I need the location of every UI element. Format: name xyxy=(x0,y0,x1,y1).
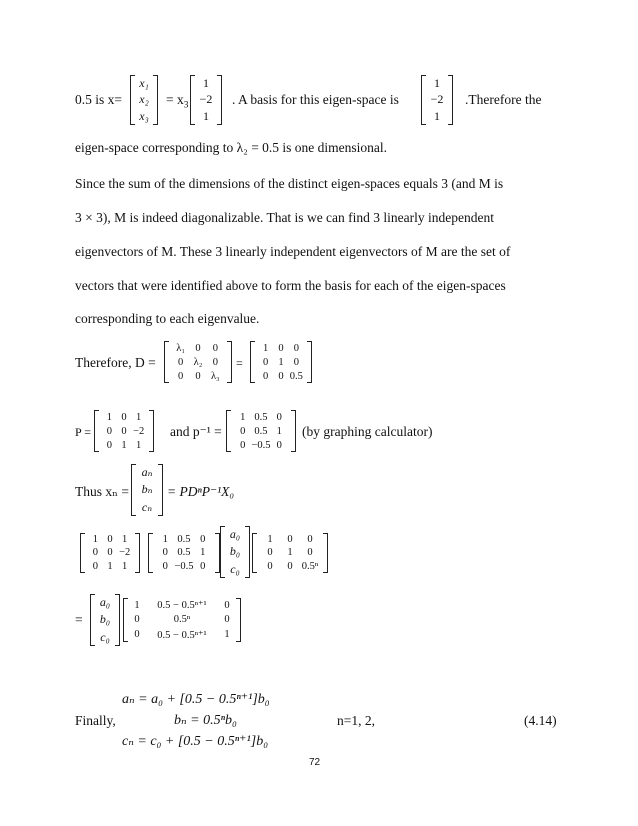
line1-pre: 0.5 is x= xyxy=(75,92,122,107)
matrix-dn xyxy=(252,533,328,573)
eq-sub: 3 xyxy=(183,100,189,111)
matrix-cell: 0 xyxy=(263,356,269,368)
line1-eq xyxy=(166,92,188,114)
matrix-cell: 0 xyxy=(212,342,218,354)
matrix-cell: 1 xyxy=(267,534,273,546)
matrix-cell: λ₂ xyxy=(193,356,203,368)
matrix-cell: −0.5 xyxy=(174,560,194,572)
line1-post: .Therefore the xyxy=(465,92,542,107)
vector-cell: b₀ xyxy=(229,544,241,559)
matrix-cell: 0 xyxy=(278,342,284,354)
matrix-cell: 0 xyxy=(307,534,313,546)
matrix-cell: 0 xyxy=(178,370,184,382)
matrix-cell: 0 xyxy=(178,356,184,368)
basis-vector xyxy=(421,75,453,125)
matrix-cell: 0 xyxy=(293,342,299,354)
matrix-cell: 1 xyxy=(263,342,269,354)
matrix-cell: 0 xyxy=(212,356,218,368)
matrix-cell: 0 xyxy=(92,547,98,559)
vector-1 xyxy=(190,75,222,125)
matrix-cell: 0 xyxy=(195,342,201,354)
vector-cell: b₀ xyxy=(99,612,111,627)
matrix-cell: 0 xyxy=(240,425,246,437)
matrix-p-product xyxy=(80,533,140,573)
matrix-cell: 0.5ⁿ xyxy=(301,560,319,572)
vector-cell: cₙ xyxy=(141,499,153,514)
pdp-expr: = PDⁿP⁻¹X₀ xyxy=(167,484,235,499)
matrix-cell: 0 xyxy=(293,356,299,368)
matrix-cell: 0 xyxy=(307,547,313,559)
matrix-cell: 0 xyxy=(263,370,269,382)
matrix-cell: 0 xyxy=(267,547,273,559)
matrix-cell: 0 xyxy=(134,629,140,641)
vector-cell: a₀ xyxy=(229,527,241,542)
calc-note: (by graphing calculator) xyxy=(302,424,433,439)
matrix-cell: −2 xyxy=(119,547,131,559)
matrix-cell: 0 xyxy=(287,534,293,546)
matrix-p-inverse xyxy=(226,410,296,452)
eq-sign: = xyxy=(75,612,83,627)
matrix-cell: 0.5 xyxy=(289,370,303,382)
line1-text: . A basis for this eigen-space is xyxy=(232,92,399,107)
vector-cell: 1 xyxy=(434,75,440,90)
matrix-cell: 1 xyxy=(134,599,140,611)
matrix-cell: 0.5 xyxy=(254,411,268,423)
matrix-cell: 0.5 xyxy=(254,425,268,437)
matrix-cell: 1 xyxy=(107,560,113,572)
matrix-cell: 0 xyxy=(240,439,246,451)
matrix-cell: −0.5 xyxy=(251,439,271,451)
vector-cell: c₀ xyxy=(100,629,110,644)
matrix-cell: 1 xyxy=(162,534,168,546)
equation-number: (4.14) xyxy=(524,713,557,728)
vector-cell: c₀ xyxy=(230,561,240,576)
matrix-cell: 0 xyxy=(278,370,284,382)
matrix-cell: 1 xyxy=(276,425,282,437)
pinv-label: and p⁻¹ = xyxy=(170,424,222,439)
para-line: eigenvectors of M. These 3 linearly independent eigenvectors of M are the set of xyxy=(75,244,511,259)
matrix-cell: 0 xyxy=(92,560,98,572)
matrix-cell: 0.5 − 0.5ⁿ⁺¹ xyxy=(157,600,207,612)
matrix-cell: 0 xyxy=(276,411,282,423)
matrix-cell: 0 xyxy=(195,370,201,382)
page-number: 72 xyxy=(309,757,321,768)
thus-label: Thus xₙ = xyxy=(75,484,129,499)
matrix-result xyxy=(123,598,241,642)
matrix-cell: λ₁ xyxy=(176,342,186,354)
matrix-cell: 0 xyxy=(106,439,112,451)
para-line: vectors that were identified above to form the basis for each of the eigen-spaces xyxy=(75,278,506,293)
finally-label: Finally, xyxy=(75,713,116,728)
matrix-cell: 0 xyxy=(106,425,112,437)
matrix-cell: 0 xyxy=(267,560,273,572)
matrix-cell: 1 xyxy=(136,439,142,451)
matrix-cell: 0 xyxy=(200,534,206,546)
matrix-cell: 1 xyxy=(200,547,206,559)
vector-0 xyxy=(90,594,120,646)
matrix-cell: 1 xyxy=(287,547,293,559)
vector-0 xyxy=(220,526,250,578)
matrix-cell: 1 xyxy=(121,439,127,451)
matrix-cell: 1 xyxy=(122,560,128,572)
matrix-cell: 0 xyxy=(162,547,168,559)
matrix-pinv-product xyxy=(148,533,220,573)
matrix-p xyxy=(94,410,154,452)
vector-cell: 1 xyxy=(203,75,209,90)
therefore-label: Therefore, D = xyxy=(75,355,156,370)
matrix-cell: −2 xyxy=(133,425,145,437)
matrix-cell: 0.5 − 0.5ⁿ⁺¹ xyxy=(157,629,207,641)
matrix-cell: 1 xyxy=(92,534,98,546)
matrix-cell: 0 xyxy=(121,425,127,437)
matrix-d-symbolic xyxy=(164,341,232,383)
matrix-cell: 0 xyxy=(224,614,230,626)
matrix-cell: 0 xyxy=(107,534,113,546)
matrix-cell: 0 xyxy=(276,439,282,451)
para-line: corresponding to each eigenvalue. xyxy=(75,311,260,326)
matrix-cell: 0 xyxy=(287,560,293,572)
matrix-cell: 0 xyxy=(107,547,113,559)
vector-cell: a₀ xyxy=(99,595,111,610)
vector-cell: 1 xyxy=(434,109,440,124)
formula-c: cₙ = c₀ + [0.5 − 0.5ⁿ⁺¹]b₀ xyxy=(122,734,269,749)
matrix-cell: 1 xyxy=(122,534,128,546)
matrix-cell: 0 xyxy=(134,614,140,626)
matrix-cell: 0 xyxy=(121,411,127,423)
matrix-cell: 1 xyxy=(240,411,246,423)
matrix-d-numeric xyxy=(250,341,312,383)
matrix-cell: 0.5ⁿ xyxy=(173,614,191,626)
eq-text: = x xyxy=(166,92,184,107)
eq-sign: = xyxy=(236,356,243,370)
matrix-cell: 1 xyxy=(278,356,284,368)
vector-cell: aₙ xyxy=(141,465,153,480)
p-label: P = xyxy=(75,425,91,439)
matrix-cell: 0 xyxy=(162,560,168,572)
vector-cell: x₁ xyxy=(139,75,149,90)
matrix-cell: 0.5 xyxy=(177,547,191,559)
vector-x xyxy=(130,75,158,125)
matrix-cell: 1 xyxy=(106,411,112,423)
matrix-cell: 1 xyxy=(224,629,230,641)
vector-n xyxy=(131,464,163,516)
formula-a: aₙ = a₀ + [0.5 − 0.5ⁿ⁺¹]b₀ xyxy=(122,692,270,707)
para-line: 3 × 3), M is indeed diagonalizable. That is we can find 3 linearly independent xyxy=(75,210,494,225)
matrix-cell: 0.5 xyxy=(177,534,191,546)
matrix-cell: 0 xyxy=(200,560,206,572)
n-range: n=1, 2, xyxy=(337,713,375,728)
matrix-cell: 0 xyxy=(224,599,230,611)
para-line: eigen-space corresponding to λ₂ = 0.5 is one dimensional. xyxy=(75,140,388,155)
formula-b: bₙ = 0.5ⁿb₀ xyxy=(174,713,237,728)
matrix-cell: 1 xyxy=(136,411,142,423)
vector-cell: bₙ xyxy=(141,482,153,497)
vector-cell: x₂ xyxy=(139,92,149,107)
vector-cell: −2 xyxy=(199,92,213,107)
matrix-cell: λ₃ xyxy=(210,370,220,382)
vector-cell: 1 xyxy=(203,109,209,124)
vector-cell: x₃ xyxy=(139,109,149,124)
vector-cell: −2 xyxy=(430,92,444,107)
para-line: Since the sum of the dimensions of the distinct eigen-spaces equals 3 (and M is xyxy=(75,176,504,191)
